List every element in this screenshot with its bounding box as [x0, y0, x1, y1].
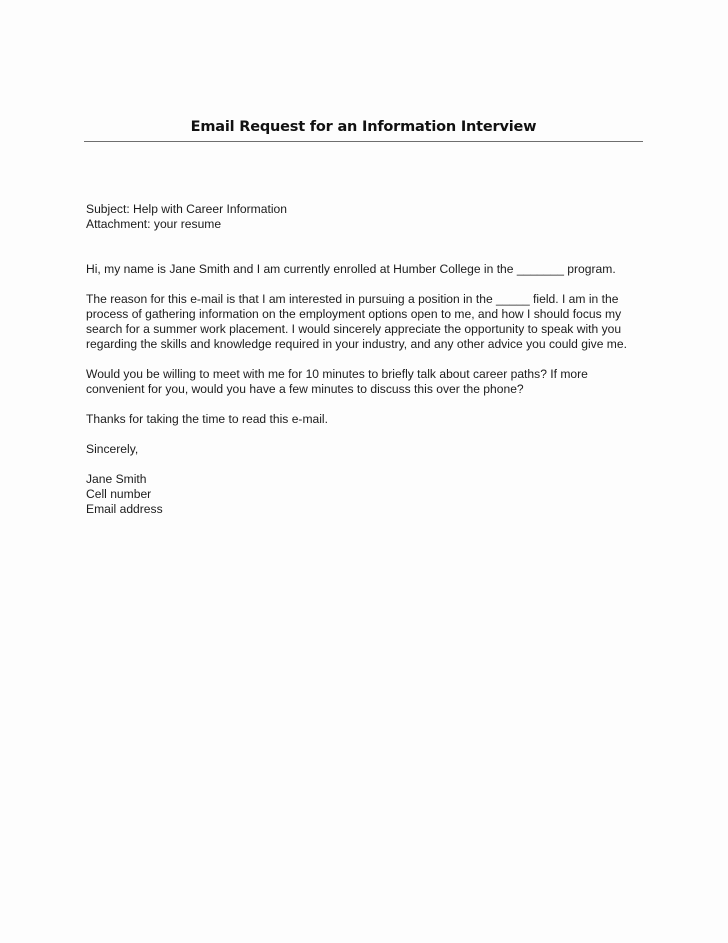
- thanks-paragraph: Thanks for taking the time to read this e-mail.: [86, 412, 328, 426]
- request-paragraph: Would you be willing to meet with me for 10 minutes to briefly talk about career paths? If more convenient for you, would you have a few minutes to discuss this over the phone?: [86, 367, 588, 396]
- attachment-line: Attachment: your resume: [86, 217, 222, 231]
- email-body: [86, 202, 646, 517]
- subject-line: Subject: Help with Career Information: [86, 202, 287, 216]
- title-divider: [84, 141, 643, 142]
- document-title: Email Request for an Information Interview: [190, 119, 537, 135]
- intro-paragraph: Hi, my name is Jane Smith and I am currently enrolled at Humber College in the _______ program.: [86, 262, 616, 276]
- signature-email: Email address: [86, 502, 163, 516]
- signature-name: Jane Smith: [86, 472, 147, 486]
- signature-phone: Cell number: [86, 487, 152, 501]
- closing: Sincerely,: [86, 442, 139, 456]
- reason-paragraph: The reason for this e-mail is that I am interested in pursuing a position in the _____ field. I am in the process of gathering information on the employment options open to me, and how I should focus my search for a summer work placement. I would sincerely appreciate the opportunity to speak with you regarding the skills and knowledge required in your industry, and any other advice you could give me.: [86, 292, 627, 351]
